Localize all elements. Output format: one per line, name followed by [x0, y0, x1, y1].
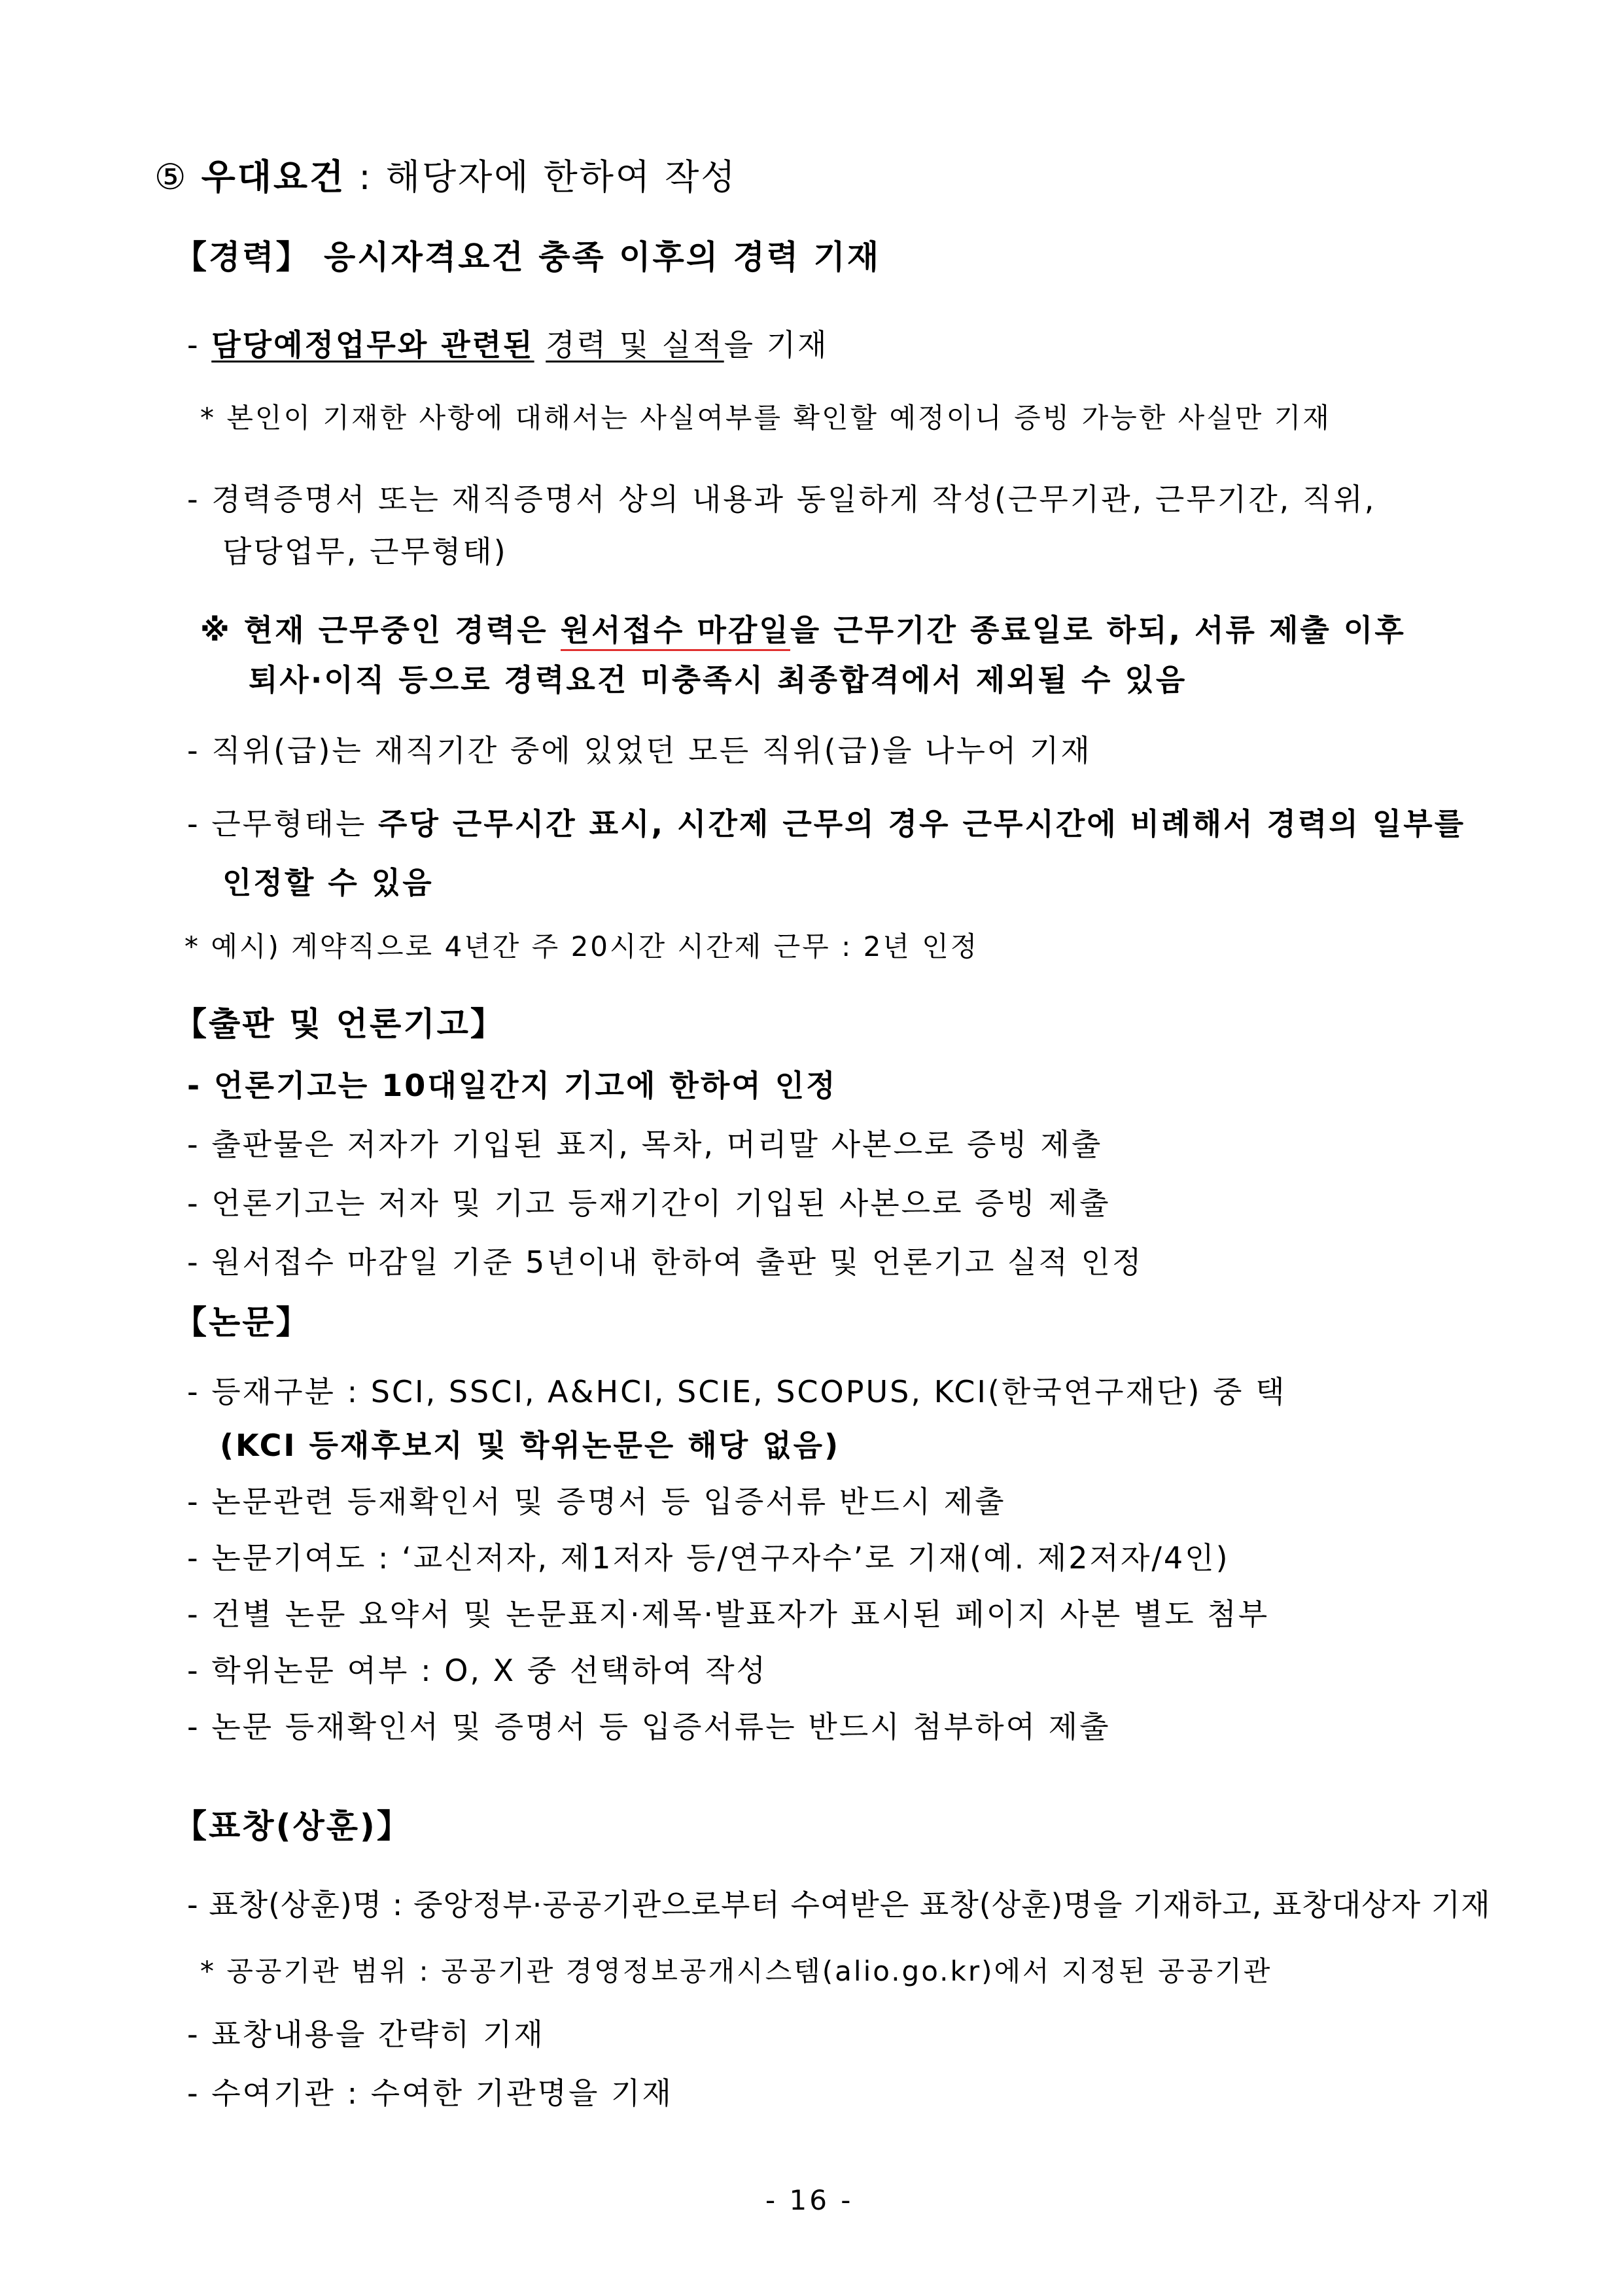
career-line-1-rest: 을 기재	[724, 327, 829, 362]
paper-line-1: - 등재구분 : SCI, SSCI, A&HCI, SCIE, SCOPUS, KCI(한국연구재단) 중 택	[187, 1374, 1287, 1409]
paper-line-6: - 논문 등재확인서 및 증명서 등 입증서류는 반드시 첨부하여 제출	[187, 1709, 1111, 1744]
page-number: - 16 -	[765, 2184, 854, 2216]
career-line-4a-bold: 주당 근무시간 표시, 시간제 근무의 경우 근무시간에 비례해서 경력의 일부를	[378, 806, 1466, 841]
career-note-1: * 본인이 기재한 사항에 대해서는 사실여부를 확인할 예정이니 증빙 가능한 사실만 기재	[200, 402, 1331, 434]
paper-heading: 【논문】	[174, 1303, 311, 1341]
award-heading: 【표창(상훈)】	[174, 1807, 411, 1845]
career-line-2b: 담당업무, 근무형태)	[222, 534, 508, 569]
section-title	[154, 156, 737, 198]
career-line-3: - 직위(급)는 재직기간 중에 있었던 모든 직위(급)을 나누어 기재	[187, 733, 1092, 768]
award-line-1: - 표창(상훈)명 : 중앙정부·공공기관으로부터 수여받은 표창(상훈)명을 기재하고, 표창대상자 기재	[187, 1887, 1491, 1922]
paper-line-2: - 논문관련 등재확인서 및 증명서 등 입증서류 반드시 제출	[187, 1484, 1006, 1519]
career-line-2a: - 경력증명서 또는 재직증명서 상의 내용과 동일하게 작성(근무기관, 근무기간, 직위,	[187, 482, 1376, 517]
paper-line-3: - 논문기여도 : ‘교신저자, 제1저자 등/연구자수’로 기재(예. 제2저자/4인)	[187, 1540, 1230, 1576]
publish-line-2: - 출판물은 저자가 기입된 표지, 목차, 머리말 사본으로 증빙 제출	[187, 1127, 1103, 1162]
award-note: * 공공기관 범위 : 공공기관 경영정보공개시스템(alio.go.kr)에서 지정된 공공기관	[200, 1955, 1272, 1987]
paper-line-1b: (KCI 등재후보지 및 학위논문은 해당 없음)	[220, 1428, 841, 1463]
publish-heading: 【출판 및 언론기고】	[174, 1005, 505, 1043]
award-line-2: - 표창내용을 간략히 기재	[187, 2017, 545, 2052]
career-line-1-underline: 경력 및 실적	[546, 327, 724, 362]
publish-line-4: - 원서접수 마감일 기준 5년이내 한하여 출판 및 언론기고 실적 인정	[187, 1245, 1143, 1280]
career-line-1-space	[534, 327, 546, 362]
publish-line-3: - 언론기고는 저자 및 기고 등재기간이 기입된 사본으로 증빙 제출	[187, 1186, 1111, 1221]
career-line-1-dash: -	[187, 327, 212, 362]
career-warning-b: 퇴사·이직 등으로 경력요건 미충족시 최종합격에서 제외될 수 있음	[249, 662, 1187, 698]
career-line-4a-plain: - 근무형태는	[187, 806, 379, 841]
career-warning-a-part2: 을 근무기간 종료일로 하되, 서류 제출 이후	[790, 612, 1406, 648]
career-warning-a	[200, 612, 1406, 648]
section-title-label: 우대요건	[201, 156, 346, 198]
section-number: ⑤	[154, 156, 188, 198]
career-line-1-bold: 담당예정업무와 관련된	[211, 327, 534, 362]
career-warning-a-part1: ※ 현재 근무중인 경력은	[200, 612, 561, 648]
paper-line-4: - 건별 논문 요약서 및 논문표지·제목·발표자가 표시된 페이지 사본 별도 첨부	[187, 1597, 1270, 1632]
publish-line-1: - 언론기고는 10대일간지 기고에 한하여 인정	[187, 1068, 837, 1103]
career-line-4b: 인정할 수 있음	[222, 865, 434, 900]
career-note-2: * 예시) 계약직으로 4년간 주 20시간 시간제 근무 : 2년 인정	[184, 930, 979, 963]
paper-line-5: - 학위논문 여부 : O, X 중 선택하여 작성	[187, 1653, 768, 1688]
section-title-desc: : 해당자에 한하여 작성	[358, 156, 737, 198]
career-line-4a	[187, 806, 1466, 841]
career-warning-deadline: 원서접수 마감일	[561, 612, 790, 651]
career-line-1	[187, 327, 829, 362]
award-line-3: - 수여기관 : 수여한 기관명을 기재	[187, 2075, 673, 2111]
career-heading: 【경력】 응시자격요건 충족 이후의 경력 기재	[174, 238, 881, 276]
